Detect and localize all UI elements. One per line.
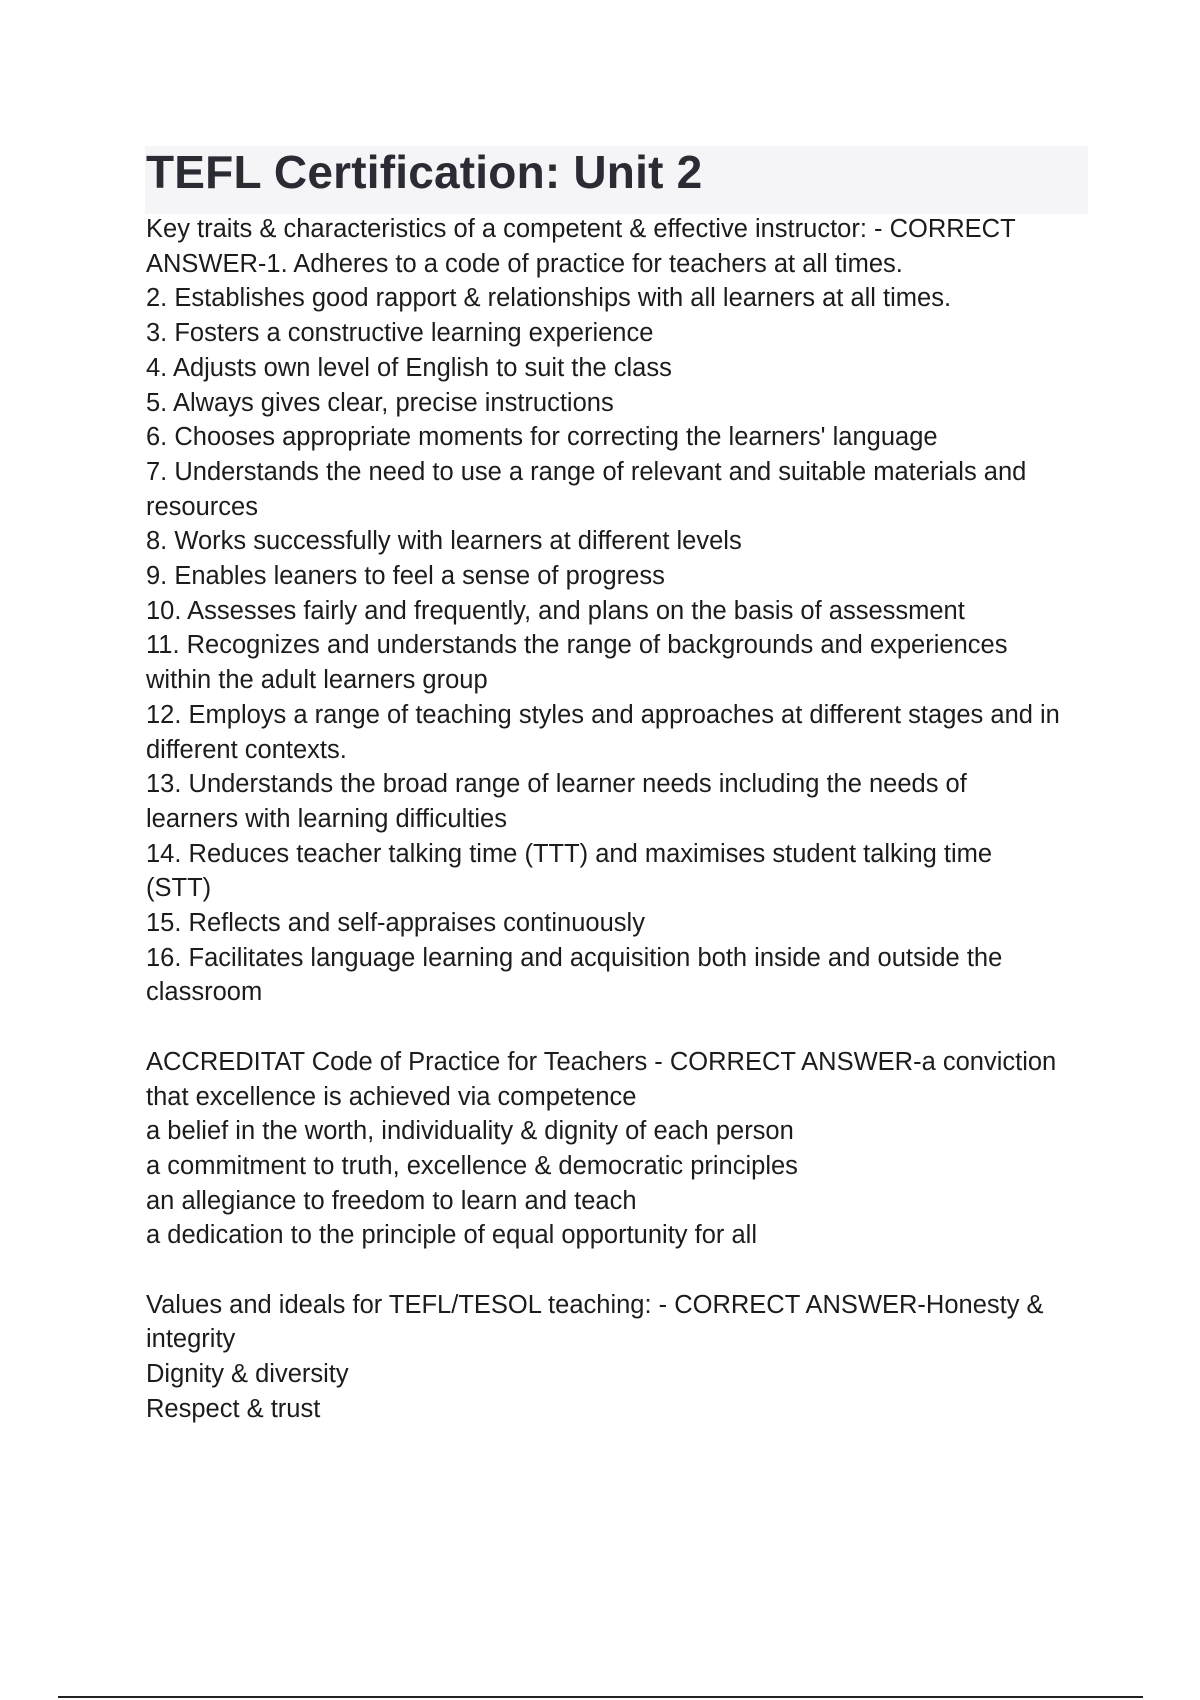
text-line: 2. Establishes good rapport & relationships with all learners at all times. <box>146 284 952 313</box>
text-line: an allegiance to freedom to learn and teach <box>146 1186 637 1215</box>
text-line: different contexts. <box>146 735 347 764</box>
text-line: Key traits & characteristics of a competent & effective instructor: - CORRECT <box>146 215 1016 243</box>
text-line: 16. Facilitates language learning and acquisition both inside and outside the <box>146 943 1003 972</box>
text-line: 14. Reduces teacher talking time (TTT) and maximises student talking time <box>146 839 993 868</box>
text-line: a dedication to the principle of equal opportunity for all <box>146 1221 757 1250</box>
text-line: integrity <box>146 1325 236 1354</box>
text-line: 11. Recognizes and understands the range of backgrounds and experiences <box>146 631 1008 660</box>
text-line: a belief in the worth, individuality & dignity of each person <box>146 1117 794 1146</box>
text-line: 8. Works successfully with learners at different levels <box>146 527 742 556</box>
text-line: resources <box>146 492 258 521</box>
text-line: 10. Assesses fairly and frequently, and plans on the basis of assessment <box>146 596 965 625</box>
text-line: 12. Employs a range of teaching styles and approaches at different stages and in <box>146 700 1060 729</box>
text-line: classroom <box>146 978 263 1007</box>
text-line: ANSWER-1. Adheres to a code of practice for teachers at all times. <box>146 249 903 278</box>
text-line: learners with learning difficulties <box>146 804 507 833</box>
text-line: Respect & trust <box>146 1394 321 1423</box>
text-line: 7. Understands the need to use a range of relevant and suitable materials and <box>146 457 1027 486</box>
text-line: 15. Reflects and self-appraises continuously <box>146 909 645 938</box>
text-line: 5. Always gives clear, precise instructions <box>146 388 614 417</box>
text-line: that excellence is achieved via competence <box>146 1082 637 1111</box>
document-content <box>146 212 1096 1427</box>
text-line: ACCREDITAT Code of Practice for Teachers - CORRECT ANSWER-a conviction <box>146 1047 1057 1076</box>
text-line: within the adult learners group <box>146 666 488 695</box>
page-title: TEFL Certification: Unit 2 <box>146 146 703 198</box>
text-line: Dignity & diversity <box>146 1360 349 1389</box>
entry-key-traits <box>146 212 1096 1010</box>
text-line: 6. Chooses appropriate moments for correcting the learners' language <box>146 423 938 452</box>
text-line: a commitment to truth, excellence & democratic principles <box>146 1151 798 1180</box>
page-bottom-divider <box>58 1696 1143 1698</box>
text-line: 4. Adjusts own level of English to suit the class <box>146 353 672 382</box>
text-line: 9. Enables leaners to feel a sense of progress <box>146 562 665 591</box>
text-line: (STT) <box>146 874 212 903</box>
text-line: Values and ideals for TEFL/TESOL teaching: - CORRECT ANSWER-Honesty & <box>146 1290 1044 1319</box>
entry-values-and-ideals <box>146 1288 1096 1427</box>
text-line: 13. Understands the broad range of learner needs including the needs of <box>146 770 967 799</box>
entry-code-of-practice <box>146 1045 1096 1253</box>
text-line: 3. Fosters a constructive learning experience <box>146 319 654 348</box>
